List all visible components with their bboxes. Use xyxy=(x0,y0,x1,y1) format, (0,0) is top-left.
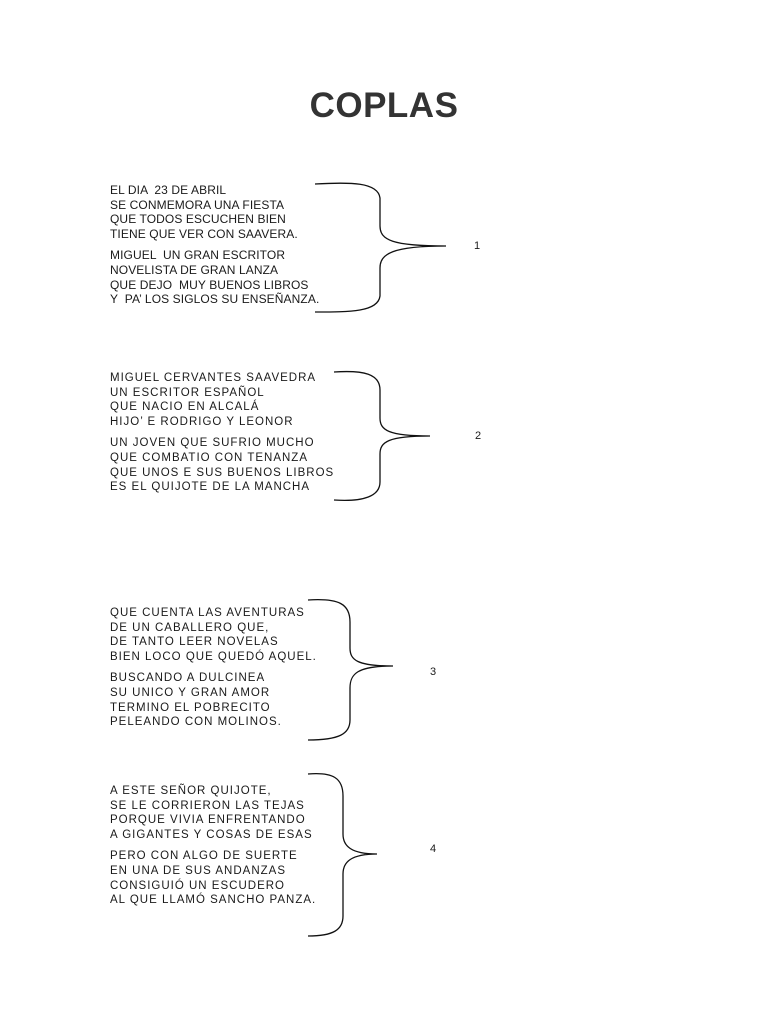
verse-line: ES EL QUIJOTE DE LA MANCHA xyxy=(110,481,311,494)
verse-line: QUE COMBATIO CON TENANZA xyxy=(110,451,309,464)
verse-line: QUE CUENTA LAS AVENTURAS xyxy=(110,607,305,619)
verse-line: UN ESCRITOR ESPAÑOL xyxy=(110,386,265,399)
copla-2-text xyxy=(110,371,334,495)
verse-line: MIGUEL UN GRAN ESCRITOR xyxy=(110,248,286,263)
verse-line: NOVELISTA DE GRAN LANZA xyxy=(110,262,279,277)
verse-line: SU UNICO Y GRAN AMOR xyxy=(110,686,271,699)
verse-line: HIJO’ E RODRIGO Y LEONOR xyxy=(110,415,294,428)
verse-line: EN UNA DE SUS ANDANZAS xyxy=(110,864,287,877)
verse-line: SE LE CORRIERON LAS TEJAS xyxy=(110,799,305,812)
verse-line: TIENE QUE VER CON SAAVERA. xyxy=(110,226,298,241)
verse-line: PERO CON ALGO DE SUERTE xyxy=(110,850,298,863)
verse-line: QUE TODOS ESCUCHEN BIEN xyxy=(110,212,286,227)
verse-line: DE UN CABALLERO QUE, xyxy=(110,621,270,634)
verse-line: DE TANTO LEER NOVELAS xyxy=(110,636,279,649)
verse-line: QUE NACIO EN ALCALÁ xyxy=(110,401,260,414)
copla-4-text xyxy=(110,784,316,908)
verse-line: AL QUE LLAMÓ SANCHO PANZA. xyxy=(110,894,317,907)
curly-brace-2 xyxy=(330,366,470,506)
curly-brace-3 xyxy=(305,596,415,746)
verse-line: BUSCANDO A DULCINEA xyxy=(110,672,266,685)
verse-line: MIGUEL CERVANTES SAAVEDRA xyxy=(110,372,317,384)
page-title: COPLAS xyxy=(309,86,459,125)
verse-line: A ESTE SEÑOR QUIJOTE, xyxy=(110,785,272,797)
copla-number-2: 2 xyxy=(475,430,482,442)
copla-1-text xyxy=(110,183,319,307)
verse-line: TERMINO EL POBRECITO xyxy=(110,701,271,714)
verse-line: A GIGANTES Y COSAS DE ESAS xyxy=(110,828,313,841)
verse-line: PELEANDO CON MOLINOS. xyxy=(110,716,282,729)
verse-line: QUE DEJO MUY BUENOS LIBROS xyxy=(110,277,309,292)
verse-line: QUE UNOS E SUS BUENOS LIBROS xyxy=(110,466,335,479)
curly-brace-4 xyxy=(305,770,415,942)
copla-number-4: 4 xyxy=(430,843,437,855)
verse-line: CONSIGUIÓ UN ESCUDERO xyxy=(110,879,285,892)
copla-3-text xyxy=(110,606,317,730)
curly-brace-1 xyxy=(310,178,460,318)
verse-line: Y PA’ LOS SIGLOS SU ENSEÑANZA. xyxy=(110,292,320,307)
copla-number-3: 3 xyxy=(430,666,437,678)
verse-line: EL DIA 23 DE ABRIL xyxy=(110,183,227,197)
verse-line: PORQUE VIVIA ENFRENTANDO xyxy=(110,814,306,827)
verse-line: BIEN LOCO QUE QUEDÓ AQUEL. xyxy=(110,650,317,663)
verse-line: UN JOVEN QUE SUFRIO MUCHO xyxy=(110,437,315,450)
verse-line: SE CONMEMORA UNA FIESTA xyxy=(110,197,285,212)
copla-number-1: 1 xyxy=(474,240,481,252)
